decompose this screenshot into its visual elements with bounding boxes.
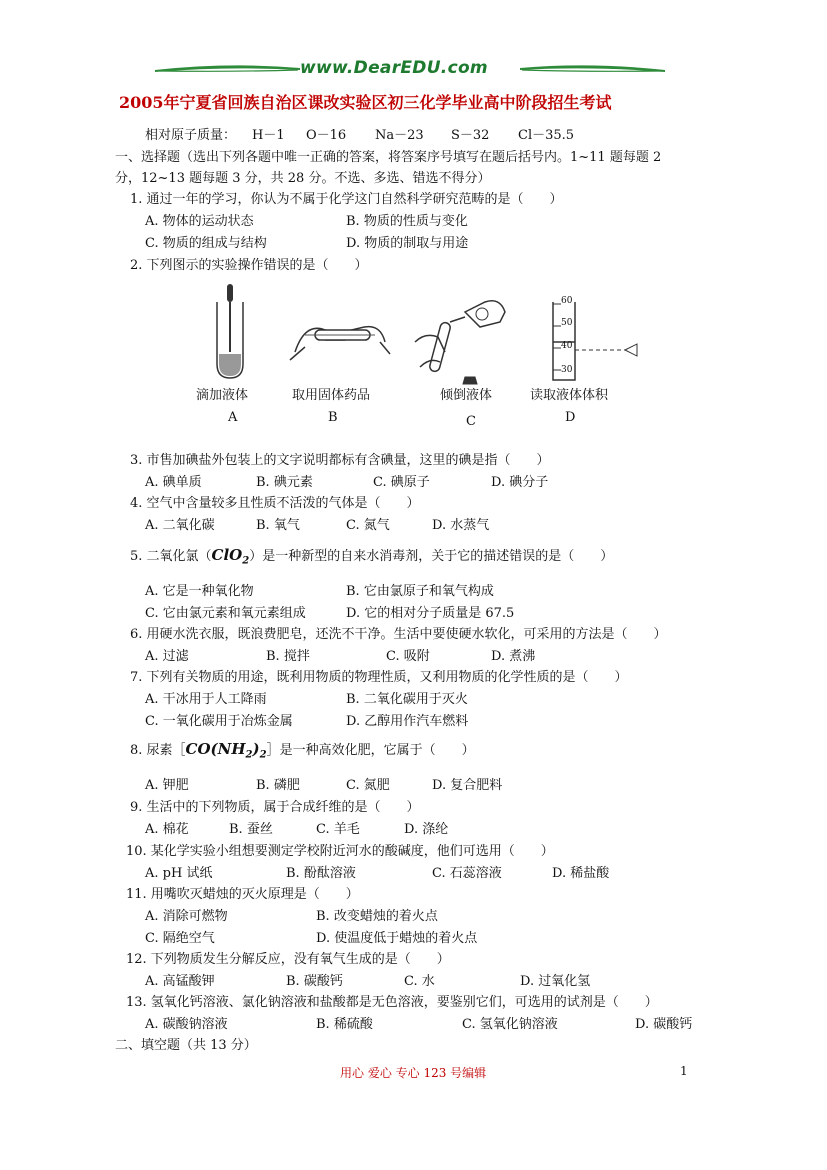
q10-option-a: A. pH 试纸 bbox=[145, 866, 213, 881]
q10-option-c: C. 石蕊溶液 bbox=[432, 866, 502, 881]
q11-option-d: D. 使温度低于蜡烛的着火点 bbox=[316, 931, 478, 946]
figure-b-taking-solid bbox=[290, 327, 390, 360]
cylinder-scale-50: 50 bbox=[561, 318, 573, 328]
atomic-mass-cl: Cl－35.5 bbox=[518, 128, 575, 143]
q6-option-c: C. 吸附 bbox=[386, 649, 430, 664]
q11-stem: 11. 用嘴吹灭蜡烛的灭火原理是（ ） bbox=[126, 887, 359, 902]
q6-stem: 6. 用硬水洗衣服，既浪费肥皂，还洗不干净。生活中要使硬水软化，可采用的方法是（ ） bbox=[130, 627, 667, 642]
q8-formula-sub1: 2 bbox=[245, 749, 253, 761]
q1-option-b: B. 物质的性质与变化 bbox=[346, 214, 468, 229]
q5-formula: ClO bbox=[211, 546, 243, 564]
section2-title: 二、填空题（共 13 分） bbox=[115, 1038, 257, 1053]
cylinder-scale-40: 40 bbox=[561, 341, 573, 351]
q12-option-d: D. 过氧化氢 bbox=[520, 974, 591, 989]
q3-option-a: A. 碘单质 bbox=[145, 475, 202, 490]
q7-option-a: A. 干冰用于人工降雨 bbox=[145, 692, 267, 707]
q5-option-d: D. 它的相对分子质量是 67.5 bbox=[346, 606, 515, 621]
q12-option-c: C. 水 bbox=[404, 974, 435, 989]
q8-stem bbox=[130, 739, 475, 761]
q7-option-c: C. 一氧化碳用于冶炼金属 bbox=[145, 714, 293, 729]
q11-option-b: B. 改变蜡烛的着火点 bbox=[316, 909, 438, 924]
q4-option-b: B. 氧气 bbox=[256, 518, 300, 533]
q13-option-a: A. 碳酸钠溶液 bbox=[145, 1017, 228, 1032]
figure-d-caption: 读取液体体积 bbox=[530, 388, 609, 403]
q12-option-a: A. 高锰酸钾 bbox=[145, 974, 215, 989]
q6-option-b: B. 搅拌 bbox=[266, 649, 310, 664]
atomic-mass-label: 相对原子质量： bbox=[145, 128, 237, 143]
q5-stem bbox=[130, 545, 613, 567]
q13-option-c: C. 氢氧化钠溶液 bbox=[462, 1017, 558, 1032]
cylinder-scale-30: 30 bbox=[561, 365, 573, 375]
q9-option-a: A. 棉花 bbox=[145, 822, 189, 837]
atomic-mass-h: H－1 bbox=[252, 128, 285, 143]
q4-option-d: D. 水蒸气 bbox=[432, 518, 490, 533]
q3-option-c: C. 碘原子 bbox=[373, 475, 430, 490]
atomic-mass-o: O－16 bbox=[306, 128, 347, 143]
q11-option-c: C. 隔绝空气 bbox=[145, 931, 215, 946]
q8-option-c: C. 氮肥 bbox=[346, 778, 390, 793]
q4-option-c: C. 氮气 bbox=[346, 518, 390, 533]
atomic-mass-na: Na－23 bbox=[375, 128, 424, 143]
q1-option-c: C. 物质的组成与结构 bbox=[145, 236, 267, 251]
q7-option-b: B. 二氧化碳用于灭火 bbox=[346, 692, 468, 707]
q4-stem: 4. 空气中含量较多且性质不活泼的气体是（ ） bbox=[130, 496, 420, 511]
q9-option-b: B. 蚕丝 bbox=[229, 822, 273, 837]
q9-option-d: D. 涤纶 bbox=[404, 822, 449, 837]
section1-instructions-line1: 一、选择题（选出下列各题中唯一正确的答案，将答案序号填写在题后括号内。1~11 题每题 2 bbox=[115, 150, 662, 165]
cylinder-scale-60: 60 bbox=[561, 296, 573, 306]
figure-a-dropping-liquid bbox=[217, 284, 243, 378]
q13-stem: 13. 氢氧化钙溶液、氯化钠溶液和盐酸都是无色溶液，要鉴别它们，可选用的试剂是（ ） bbox=[126, 995, 658, 1010]
q1-stem: 1. 通过一年的学习，你认为不属于化学这门自然科学研究范畴的是（ ） bbox=[130, 192, 563, 207]
q12-stem: 12. 下列物质发生分解反应，没有氧气生成的是（ ） bbox=[126, 952, 450, 967]
page-number: 1 bbox=[680, 1064, 688, 1078]
q10-option-b: B. 酚酞溶液 bbox=[286, 866, 356, 881]
figure-c-pouring-liquid bbox=[415, 301, 505, 384]
q6-option-a: A. 过滤 bbox=[145, 649, 189, 664]
q8-formula: CO(NH bbox=[185, 740, 246, 758]
q8-formula-sub2: 2 bbox=[259, 749, 267, 761]
q8-option-b: B. 磷肥 bbox=[256, 778, 300, 793]
q8-stem-post: ］是一种高效化肥，它属于（ ） bbox=[266, 743, 475, 758]
figure-b-caption: 取用固体药品 bbox=[292, 388, 371, 403]
q10-option-d: D. 稀盐酸 bbox=[552, 866, 610, 881]
q5-option-a: A. 它是一种氧化物 bbox=[145, 584, 254, 599]
q6-option-d: D. 煮沸 bbox=[491, 649, 536, 664]
q3-stem: 3. 市售加碘盐外包装上的文字说明都标有含碘量，这里的碘是指（ ） bbox=[130, 453, 550, 468]
page-title: 2005年宁夏省回族自治区课改实验区初三化学毕业高中阶段招生考试 bbox=[119, 93, 612, 112]
q3-option-b: B. 碘元素 bbox=[256, 475, 313, 490]
q8-option-a: A. 钾肥 bbox=[145, 778, 189, 793]
q13-option-d: D. 碳酸钙 bbox=[635, 1017, 693, 1032]
q5-option-b: B. 它由氯原子和氧气构成 bbox=[346, 584, 494, 599]
figure-b-letter: B bbox=[328, 410, 338, 425]
figure-c-letter: C bbox=[466, 414, 476, 429]
q7-option-d: D. 乙醇用作汽车燃料 bbox=[346, 714, 469, 729]
figure-d-letter: D bbox=[565, 410, 576, 425]
figure-a-letter: A bbox=[228, 410, 238, 425]
footer-text: 用心 爱心 专心 123 号编辑 bbox=[340, 1066, 487, 1080]
q9-option-c: C. 羊毛 bbox=[316, 822, 360, 837]
q3-option-d: D. 碘分子 bbox=[491, 475, 549, 490]
q5-option-c: C. 它由氯元素和氧元素组成 bbox=[145, 606, 306, 621]
q8-formula-close: ) bbox=[252, 740, 260, 758]
q1-option-a: A. 物体的运动状态 bbox=[145, 214, 254, 229]
section1-instructions-line2: 分，12~13 题每题 3 分，共 28 分。不选、多选、错选不得分） bbox=[115, 171, 491, 186]
figure-a-caption: 滴加液体 bbox=[196, 388, 249, 403]
q2-figures bbox=[185, 282, 645, 432]
figure-c-caption: 倾倒液体 bbox=[440, 388, 493, 403]
q11-option-a: A. 消除可燃物 bbox=[145, 909, 228, 924]
q7-stem: 7. 下列有关物质的用途，既利用物质的物理性质，又利用物质的化学性质的是（ ） bbox=[130, 670, 628, 685]
q8-option-d: D. 复合肥料 bbox=[432, 778, 503, 793]
q5-stem-pre: 5. 二氧化氯（ bbox=[130, 549, 212, 564]
q10-stem: 10. 某化学实验小组想要测定学校附近河水的酸碱度，他们可选用（ ） bbox=[126, 844, 554, 859]
atomic-mass-s: S－32 bbox=[451, 128, 490, 143]
q2-stem: 2. 下列图示的实验操作错误的是（ ） bbox=[130, 258, 368, 273]
q8-stem-pre: 8. 尿素［ bbox=[130, 743, 186, 758]
site-logo: www.DearEDU.com bbox=[300, 58, 488, 78]
q5-formula-sub: 2 bbox=[242, 555, 250, 567]
q1-option-d: D. 物质的制取与用途 bbox=[346, 236, 469, 251]
q12-option-b: B. 碳酸钙 bbox=[286, 974, 343, 989]
q13-option-b: B. 稀硫酸 bbox=[316, 1017, 373, 1032]
q5-stem-post: ）是一种新型的自来水消毒剂，关于它的描述错误的是（ ） bbox=[249, 549, 614, 564]
q4-option-a: A. 二氧化碳 bbox=[145, 518, 215, 533]
q9-stem: 9. 生活中的下列物质，属于合成纤维的是（ ） bbox=[130, 800, 420, 815]
